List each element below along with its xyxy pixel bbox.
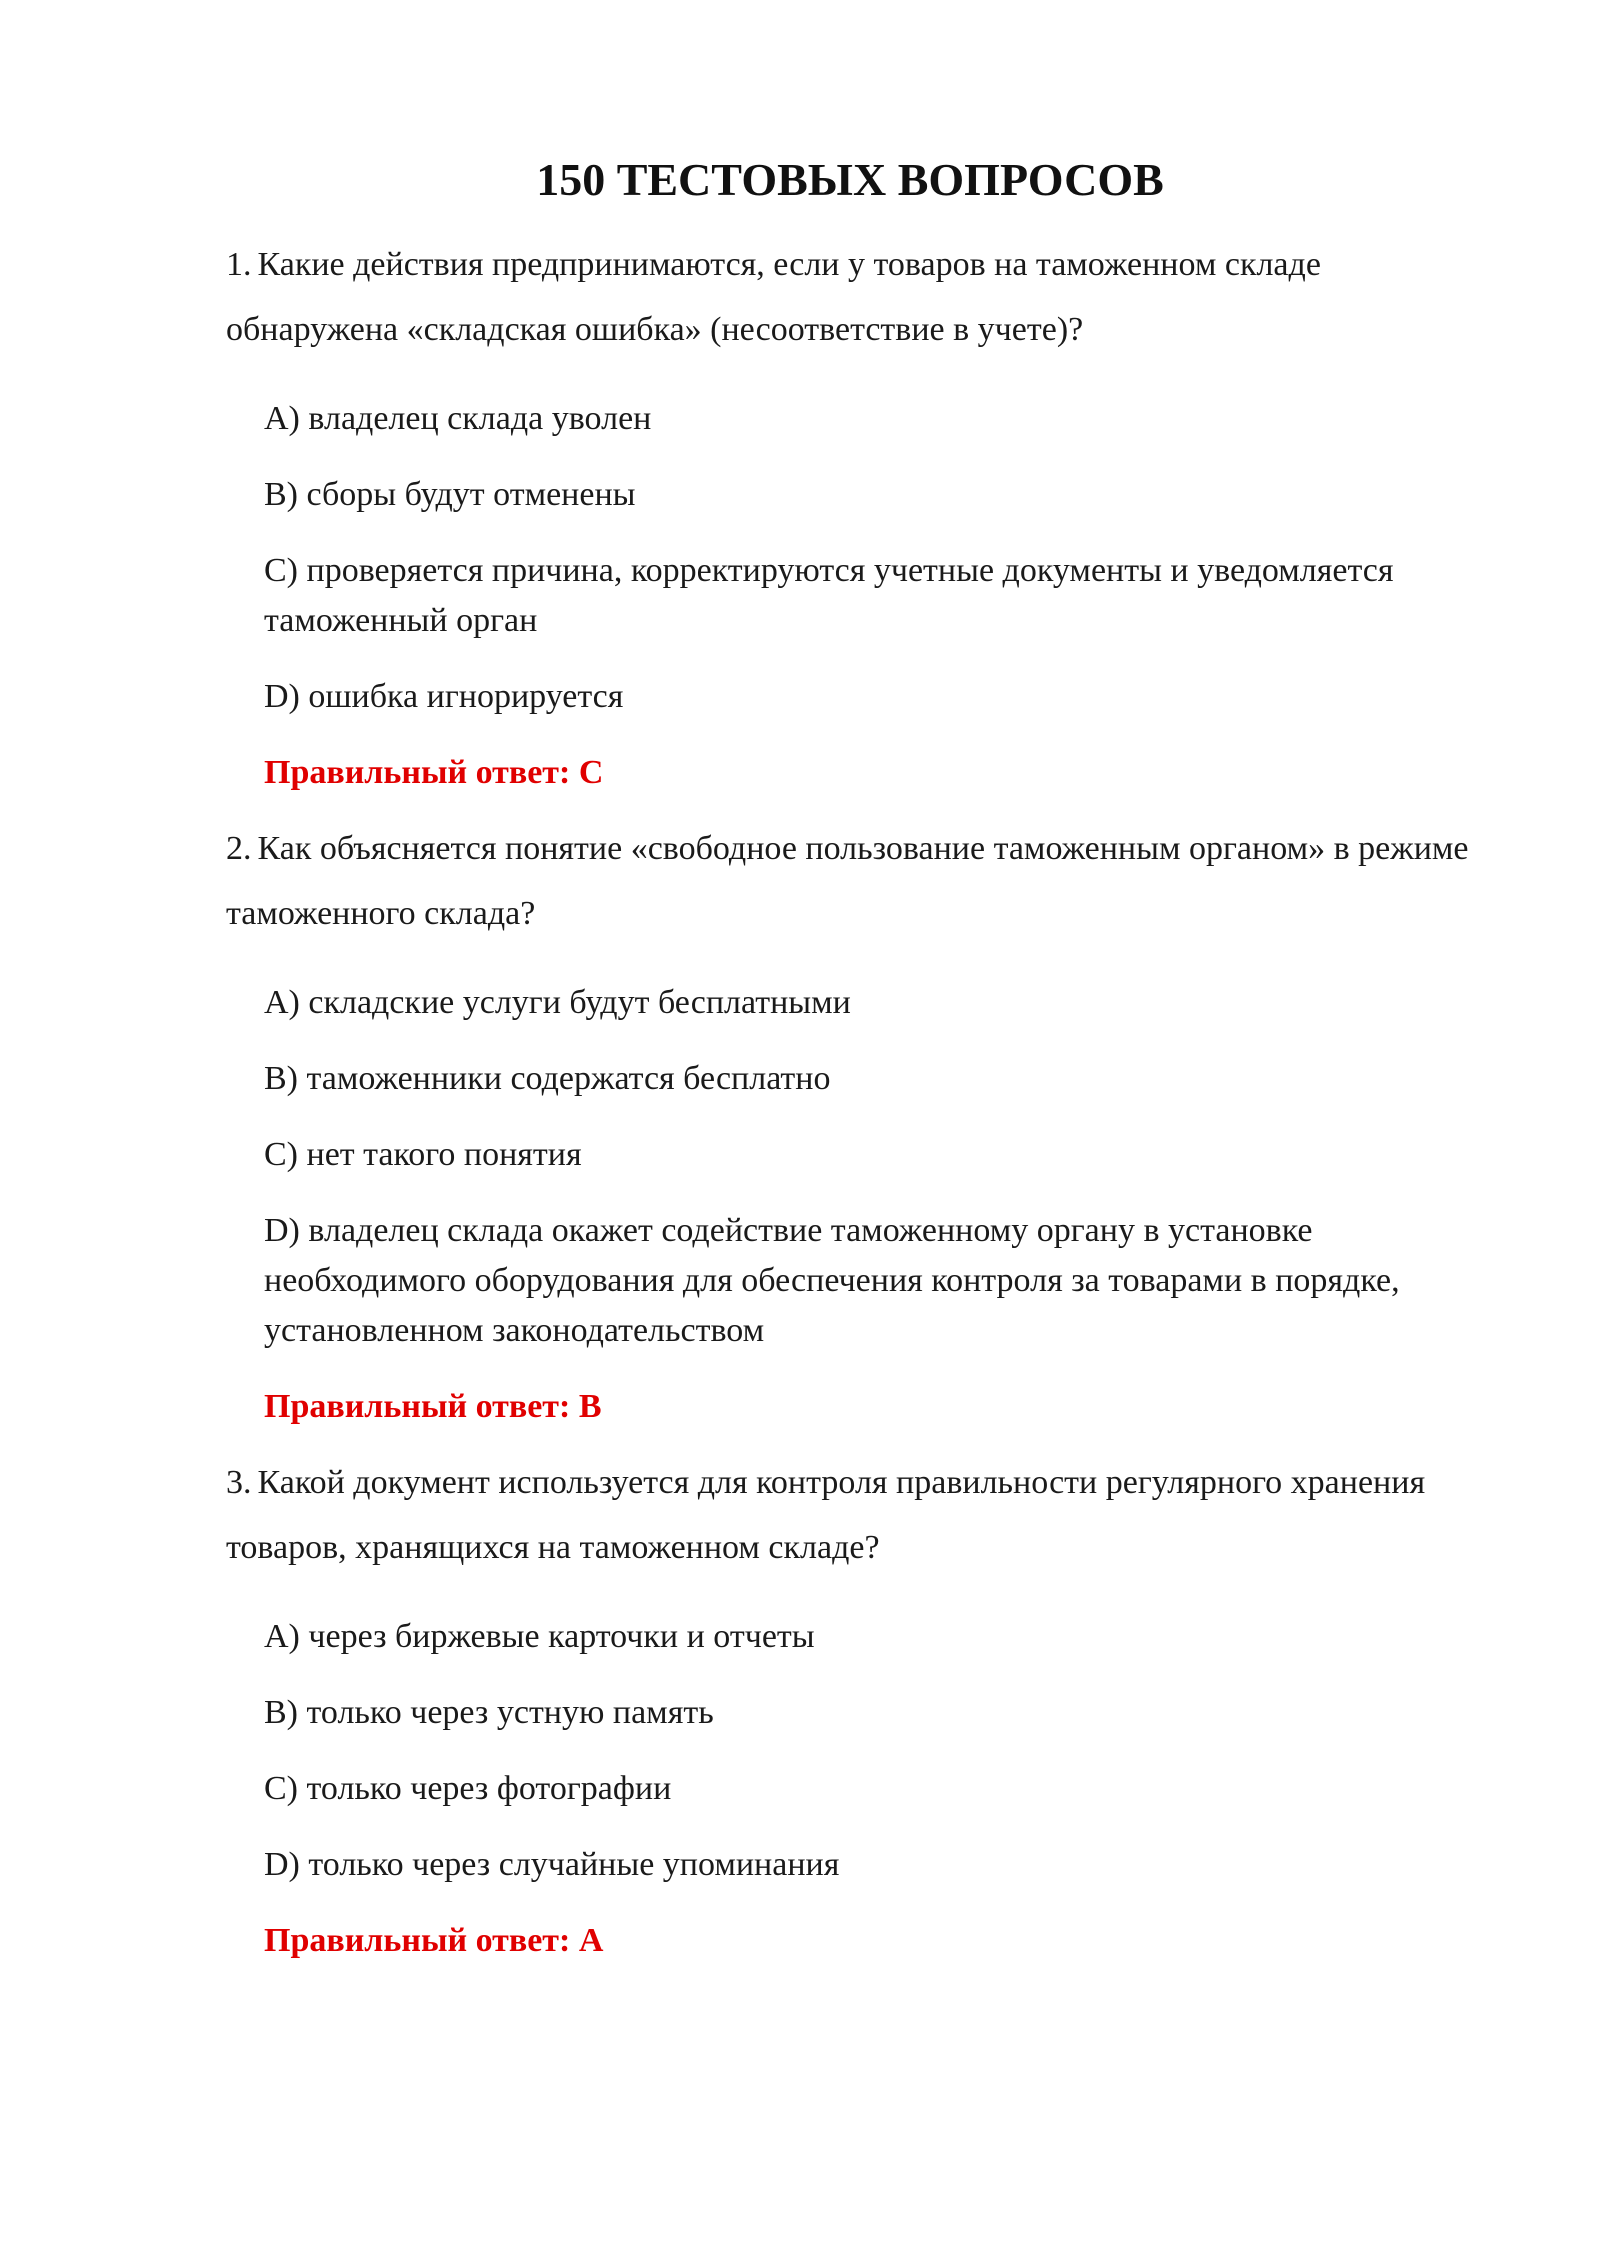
question-2-option-b: B) таможенники содержатся бесплатно (264, 1060, 831, 1097)
question-3-text (226, 1450, 1486, 1580)
question-3-answer: Правильный ответ: A (264, 1922, 604, 1959)
question-1-option-a: A) владелец склада уволен (264, 400, 652, 437)
question-3-option-b: B) только через устную память (264, 1694, 714, 1731)
question-1-option-b: B) сборы будут отменены (264, 476, 636, 513)
document-title: 150 ТЕСТОВЫХ ВОПРОСОВ (536, 154, 1164, 205)
question-3-option-a: A) через биржевые карточки и отчеты (264, 1618, 815, 1655)
question-3-number: 3. (226, 1464, 252, 1501)
question-2-option-c: C) нет такого понятия (264, 1136, 582, 1173)
question-1-text (226, 232, 1486, 362)
question-3-option-c: C) только через фотографии (264, 1770, 672, 1807)
question-1-number: 1. (226, 246, 252, 283)
question-2-text (226, 816, 1486, 946)
question-2-option-d: D) владелец склада окажет содействие таможенному органу в установке необходимого оборудования для обеспечения контроля за товарами в порядке, установленном законодательством (264, 1212, 1400, 1349)
question-3-body: Какой документ используется для контроля правильности регулярного хранения товаров, хранящихся на таможенном складе? (226, 1464, 1426, 1566)
question-1-option-c: C) проверяется причина, корректируются учетные документы и уведомляется таможенный орган (264, 552, 1394, 639)
question-2-option-a: A) складские услуги будут бесплатными (264, 984, 851, 1021)
question-2-answer: Правильный ответ: B (264, 1388, 602, 1425)
question-3-option-d: D) только через случайные упоминания (264, 1846, 840, 1883)
question-2-number: 2. (226, 830, 252, 867)
question-1-body: Какие действия предпринимаются, если у товаров на таможенном складе обнаружена «складская ошибка» (несоответствие в учете)? (226, 246, 1321, 348)
question-1-option-d: D) ошибка игнорируется (264, 678, 624, 715)
question-2-body: Как объясняется понятие «свободное пользование таможенным органом» в режиме таможенного склада? (226, 830, 1469, 932)
question-1-answer: Правильный ответ: C (264, 754, 604, 791)
